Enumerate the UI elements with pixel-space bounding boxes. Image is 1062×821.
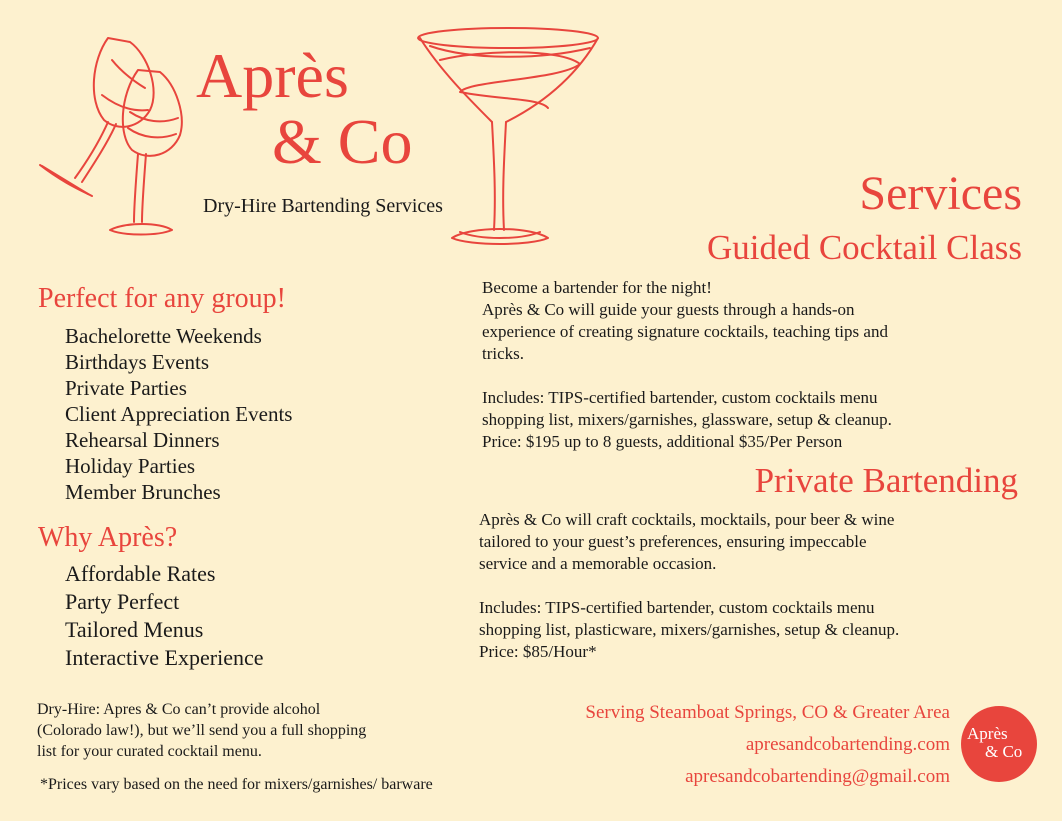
guided-line: experience of creating signature cocktails, teaching tips and (482, 322, 888, 341)
badge-text-line2: & Co (985, 742, 1023, 761)
email-link[interactable]: apresandcobartending@gmail.com (685, 766, 950, 787)
guided-line: tricks. (482, 344, 525, 363)
list-item: Tailored Menus (65, 617, 204, 642)
event-types-list (65, 323, 292, 505)
guided-line: Après & Co will guide your guests through a hands-on (482, 300, 855, 319)
dry-hire-line: list for your curated cocktail menu. (37, 743, 262, 760)
private-includes-line: shopping list, plasticware, mixers/garnishes, setup & cleanup. (479, 620, 900, 639)
champagne-glass-right-icon (110, 70, 182, 235)
private-includes-line: Includes: TIPS-certified bartender, custom cocktails menu (479, 598, 875, 617)
list-item: Interactive Experience (65, 645, 264, 670)
private-bartending-heading: Private Bartending (754, 461, 1018, 500)
services-heading: Services (859, 167, 1022, 220)
private-bartending-description (479, 509, 1029, 663)
guided-includes-line: Includes: TIPS-certified bartender, custom cocktails menu (482, 388, 878, 407)
guided-class-description (482, 277, 1022, 453)
benefits-list (65, 560, 263, 672)
why-apres-heading: Why Après? (38, 522, 178, 553)
private-line: tailored to your guest’s preferences, ensuring impeccable (479, 532, 867, 551)
list-item: Private Parties (65, 376, 187, 400)
list-item: Party Perfect (65, 589, 180, 614)
dry-hire-note (37, 699, 477, 762)
dry-hire-line: (Colorado law!), but we’ll send you a full shopping (37, 722, 367, 739)
perfect-for-heading: Perfect for any group! (38, 283, 287, 314)
guided-price: Price: $195 up to 8 guests, additional $35/Per Person (482, 432, 843, 451)
list-item: Affordable Rates (65, 561, 216, 586)
brand-badge-logo (961, 706, 1037, 782)
service-area: Serving Steamboat Springs, CO & Greater Area (585, 702, 950, 723)
list-item: Bachelorette Weekends (65, 324, 262, 348)
list-item: Rehearsal Dinners (65, 428, 220, 452)
private-price: Price: $85/Hour* (479, 642, 597, 661)
list-item: Client Appreciation Events (65, 402, 293, 426)
guided-line: Become a bartender for the night! (482, 278, 712, 297)
brand-tagline: Dry-Hire Bartending Services (203, 195, 443, 217)
badge-text-line1: Après (967, 724, 1008, 743)
private-line: Après & Co will craft cocktails, mocktails, pour beer & wine (479, 510, 895, 529)
list-item: Birthdays Events (65, 350, 210, 374)
brand-name-line1: Après (196, 40, 349, 111)
brand-name-line2: & Co (272, 106, 413, 177)
list-item: Member Brunches (65, 480, 221, 504)
guided-class-heading: Guided Cocktail Class (707, 228, 1022, 267)
private-line: service and a memorable occasion. (479, 554, 717, 573)
dry-hire-line: Dry-Hire: Apres & Co can’t provide alcohol (37, 701, 321, 718)
prices-footnote: *Prices vary based on the need for mixers/garnishes/ barware (40, 776, 433, 793)
guided-includes-line: shopping list, mixers/garnishes, glassware, setup & cleanup. (482, 410, 892, 429)
list-item: Holiday Parties (65, 454, 196, 478)
website-link[interactable]: apresandcobartending.com (745, 734, 950, 755)
